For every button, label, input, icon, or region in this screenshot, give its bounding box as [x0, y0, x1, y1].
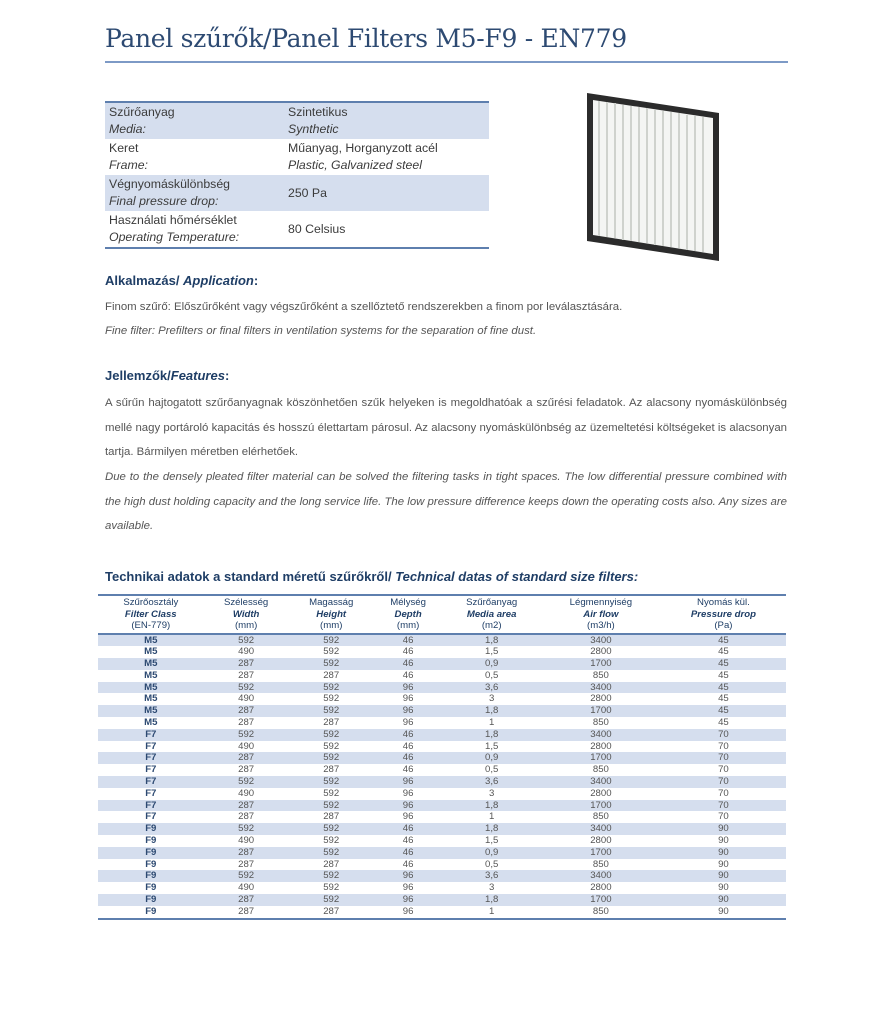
column-header-hu: Szűrőanyag — [466, 597, 518, 608]
table-cell: 45 — [718, 717, 729, 729]
column-header — [98, 595, 204, 634]
table-row — [98, 658, 786, 670]
filter-class-cell: M5 — [98, 705, 204, 717]
table-cell: 1,8 — [442, 705, 540, 717]
table-cell: 3400 — [541, 729, 661, 741]
application-text-hu: Finom szűrő: Előszűrőként vagy végszűrőként a szellőztető rendszerekben a finom por leválasztására. — [105, 301, 623, 313]
table-cell: 592 — [323, 787, 340, 799]
table-row — [98, 823, 786, 835]
table-cell: 46 — [374, 729, 443, 741]
table-cell: 46 — [374, 823, 443, 835]
table-row — [98, 682, 786, 694]
table-cell: 96 — [374, 705, 443, 717]
column-header-unit: (EN-779) — [131, 620, 171, 631]
technical-data-table — [98, 594, 786, 920]
filter-class-cell: M5 — [144, 717, 158, 729]
table-cell: 287 — [238, 905, 255, 917]
table-cell: 46 — [402, 858, 414, 870]
table-cell: 850 — [592, 811, 609, 823]
table-cell: 592 — [323, 740, 340, 752]
table-cell: 850 — [592, 764, 609, 776]
table-cell: 0,9 — [442, 658, 540, 670]
table-cell: 46 — [374, 847, 443, 859]
table-cell: 45 — [661, 634, 786, 647]
table-cell: 287 — [204, 847, 289, 859]
table-cell: 592 — [289, 634, 374, 647]
table-cell: 592 — [289, 729, 374, 741]
table-cell: 287 — [323, 858, 340, 870]
filter-class-cell: F7 — [145, 764, 157, 776]
table-cell: 287 — [323, 669, 340, 681]
table-cell: 287 — [204, 800, 289, 812]
table-cell: 46 — [402, 764, 414, 776]
table-cell: 287 — [238, 669, 255, 681]
application-text-en: Fine filter: Prefilters or final filters in ventilation systems for the separation of fine dust. — [105, 325, 537, 337]
table-row — [98, 882, 786, 894]
column-header-unit: (m3/h) — [587, 620, 615, 631]
table-cell: 3400 — [541, 870, 661, 882]
column-header-unit: (mm) — [234, 620, 258, 631]
table-cell: 1,8 — [442, 634, 540, 647]
table-cell: 287 — [323, 905, 340, 917]
table-cell: 90 — [718, 835, 729, 847]
product-image — [583, 89, 723, 261]
spec-value-hu: Szintetikus — [288, 105, 348, 119]
table-cell: 592 — [289, 800, 374, 812]
filter-class-cell: F9 — [98, 847, 204, 859]
column-header-hu: Mélység — [390, 597, 426, 608]
table-cell: 592 — [289, 894, 374, 906]
table-cell: 3 — [489, 882, 495, 894]
table-cell: 592 — [289, 658, 374, 670]
table-cell: 1 — [489, 811, 495, 823]
filter-class-cell: F9 — [98, 823, 204, 835]
filter-class-cell: F7 — [145, 811, 157, 823]
table-row — [98, 646, 786, 658]
table-row — [98, 752, 786, 764]
table-row — [98, 693, 786, 705]
table-row — [98, 906, 786, 919]
table-row — [98, 705, 786, 717]
table-cell: 3,6 — [442, 682, 540, 694]
table-cell: 287 — [238, 764, 255, 776]
table-cell: 592 — [204, 870, 289, 882]
table-cell: 45 — [661, 705, 786, 717]
table-cell: 90 — [661, 847, 786, 859]
table-row — [98, 800, 786, 812]
table-cell: 90 — [661, 870, 786, 882]
filter-class-cell: M5 — [144, 669, 158, 681]
table-cell: 592 — [289, 823, 374, 835]
filter-class-cell: M5 — [98, 634, 204, 647]
column-header-en: Pressure drop — [690, 608, 756, 620]
table-cell: 0,5 — [485, 669, 499, 681]
spec-table — [105, 101, 489, 249]
table-cell: 1700 — [541, 847, 661, 859]
filter-class-cell: F9 — [145, 882, 157, 894]
filter-class-cell: M5 — [144, 646, 158, 658]
filter-class-cell: F7 — [145, 740, 157, 752]
table-cell: 490 — [238, 693, 255, 705]
column-header — [442, 595, 540, 634]
column-header — [661, 595, 786, 634]
table-row — [98, 670, 786, 682]
page-title: Panel szűrők/Panel Filters M5-F9 - EN779 — [105, 24, 627, 53]
column-header-en: Media area — [466, 608, 517, 620]
spec-label-hu: Végnyomáskülönbség — [109, 177, 230, 191]
table-cell: 490 — [238, 787, 255, 799]
column-header-en: Width — [232, 608, 260, 620]
table-cell: 0,5 — [485, 764, 499, 776]
column-header-en: Filter Class — [124, 608, 177, 620]
table-cell: 592 — [204, 729, 289, 741]
table-cell: 70 — [661, 800, 786, 812]
table-row — [98, 634, 786, 647]
spec-label-hu: Használati hőmérséklet — [109, 213, 237, 227]
table-cell: 3400 — [541, 682, 661, 694]
spec-label-hu: Szűrőanyag — [109, 105, 175, 119]
table-cell: 1700 — [541, 658, 661, 670]
table-row — [98, 870, 786, 882]
table-cell: 70 — [718, 811, 729, 823]
column-header-hu: Légmennyiség — [569, 597, 633, 608]
table-cell: 70 — [718, 740, 729, 752]
table-cell: 287 — [204, 752, 289, 764]
table-cell: 45 — [718, 693, 729, 705]
table-cell: 592 — [323, 646, 340, 658]
table-cell: 96 — [402, 811, 414, 823]
table-cell: 287 — [204, 705, 289, 717]
table-cell: 90 — [718, 905, 729, 917]
table-cell: 2800 — [590, 693, 612, 705]
table-cell: 70 — [718, 764, 729, 776]
table-cell: 1,8 — [442, 800, 540, 812]
table-cell: 592 — [204, 776, 289, 788]
table-row — [98, 859, 786, 871]
column-header-hu: Szélesség — [223, 597, 269, 608]
table-cell: 1,8 — [442, 823, 540, 835]
filter-class-cell: F7 — [98, 752, 204, 764]
table-cell: 45 — [718, 646, 729, 658]
table-cell: 592 — [204, 823, 289, 835]
spec-label-hu: Keret — [109, 141, 139, 155]
table-cell: 3400 — [541, 776, 661, 788]
filter-class-cell: F7 — [98, 729, 204, 741]
table-cell: 287 — [323, 764, 340, 776]
table-cell: 490 — [238, 882, 255, 894]
table-cell: 592 — [289, 870, 374, 882]
table-cell: 287 — [204, 658, 289, 670]
table-cell: 592 — [323, 882, 340, 894]
table-row — [98, 717, 786, 729]
spec-row-operating-temperature — [105, 211, 489, 248]
table-cell: 3400 — [541, 634, 661, 647]
table-cell: 592 — [289, 752, 374, 764]
table-cell: 490 — [238, 646, 255, 658]
features-heading: Jellemzők/Features: — [105, 368, 230, 383]
table-cell: 287 — [238, 717, 255, 729]
table-row — [98, 741, 786, 753]
table-cell: 592 — [323, 693, 340, 705]
table-cell: 0,9 — [442, 752, 540, 764]
table-cell: 592 — [289, 682, 374, 694]
table-cell: 46 — [374, 658, 443, 670]
table-cell: 287 — [238, 811, 255, 823]
filter-class-cell: F7 — [98, 800, 204, 812]
spec-value-hu: Műanyag, Horganyzott acél — [288, 141, 438, 155]
table-cell: 96 — [402, 882, 414, 894]
table-cell: 592 — [289, 847, 374, 859]
table-cell: 2800 — [590, 835, 612, 847]
filter-class-cell: M5 — [98, 658, 204, 670]
table-row — [98, 776, 786, 788]
filter-class-cell: F9 — [145, 905, 157, 917]
spec-value-en: Synthetic — [288, 122, 339, 136]
table-cell: 1,5 — [485, 646, 499, 658]
table-cell: 90 — [718, 882, 729, 894]
filter-class-cell: F7 — [145, 787, 157, 799]
table-cell: 287 — [204, 894, 289, 906]
column-header — [289, 595, 374, 634]
spec-label-en: Frame: — [109, 158, 148, 172]
column-header-hu: Nyomás kül. — [697, 597, 750, 608]
table-row — [98, 729, 786, 741]
spec-label-en: Final pressure drop: — [109, 194, 219, 208]
table-cell: 3,6 — [442, 776, 540, 788]
technical-heading: Technikai adatok a standard méretű szűrőkről/ Technical datas of standard size filters: — [105, 569, 639, 584]
table-cell: 3400 — [541, 823, 661, 835]
table-cell: 90 — [718, 858, 729, 870]
table-cell: 2800 — [590, 740, 612, 752]
table-row — [98, 894, 786, 906]
table-cell: 96 — [402, 693, 414, 705]
column-header — [374, 595, 443, 634]
table-cell: 70 — [661, 752, 786, 764]
filter-class-cell: F9 — [98, 870, 204, 882]
table-cell: 592 — [204, 682, 289, 694]
table-cell: 46 — [374, 752, 443, 764]
table-cell: 0,9 — [442, 847, 540, 859]
table-cell: 3 — [489, 693, 495, 705]
column-header-unit: (mm) — [396, 620, 420, 631]
table-cell: 70 — [718, 787, 729, 799]
column-header-unit: (mm) — [320, 620, 343, 631]
table-cell: 287 — [238, 858, 255, 870]
table-cell: 490 — [238, 835, 255, 847]
table-cell: 1,5 — [485, 740, 499, 752]
features-text-en: Due to the densely pleated filter material can be solved the filtering tasks in tight spaces. The low differential pressure combined with the high dust holding capacity and the long service life. The low pressure difference keeps down the operating costs also. Any sizes are available. — [105, 471, 787, 532]
spec-value: 250 Pa — [284, 175, 489, 211]
table-cell: 2800 — [590, 787, 612, 799]
table-cell: 46 — [402, 835, 414, 847]
table-cell: 850 — [592, 669, 609, 681]
table-cell: 45 — [661, 682, 786, 694]
table-cell: 46 — [402, 740, 414, 752]
table-cell: 96 — [374, 682, 443, 694]
column-header-unit: (m2) — [481, 620, 502, 631]
filter-class-cell: M5 — [144, 693, 158, 705]
table-cell: 70 — [661, 729, 786, 741]
table-cell: 1 — [489, 717, 495, 729]
column-header-hu: Szűrőosztály — [123, 597, 179, 608]
table-cell: 2800 — [590, 646, 612, 658]
table-cell: 90 — [661, 823, 786, 835]
table-cell: 592 — [289, 776, 374, 788]
table-cell: 1700 — [541, 800, 661, 812]
table-cell: 287 — [323, 811, 340, 823]
table-row — [98, 764, 786, 776]
title-underline — [105, 61, 788, 63]
table-cell: 96 — [374, 870, 443, 882]
table-cell: 96 — [374, 800, 443, 812]
table-cell: 96 — [402, 905, 414, 917]
spec-row-frame — [105, 139, 489, 175]
filter-class-cell: F9 — [145, 835, 157, 847]
table-cell: 1700 — [541, 705, 661, 717]
table-cell: 850 — [592, 858, 609, 870]
table-cell: 70 — [661, 776, 786, 788]
application-heading: Alkalmazás/ Application: — [105, 273, 259, 288]
filter-class-cell: F9 — [98, 894, 204, 906]
table-cell: 3,6 — [442, 870, 540, 882]
table-cell: 96 — [402, 787, 414, 799]
table-row — [98, 811, 786, 823]
table-cell: 3 — [489, 787, 495, 799]
table-cell: 45 — [718, 669, 729, 681]
column-header-en: Air flow — [583, 608, 619, 620]
table-cell: 96 — [402, 717, 414, 729]
spec-label-en: Media: — [109, 122, 146, 136]
table-cell: 850 — [592, 717, 609, 729]
column-header-hu: Magasság — [309, 597, 354, 608]
table-cell: 1,8 — [442, 729, 540, 741]
table-cell: 1,5 — [485, 835, 499, 847]
column-header-en: Depth — [394, 608, 422, 620]
table-cell: 46 — [374, 634, 443, 647]
table-cell: 592 — [289, 705, 374, 717]
table-row — [98, 835, 786, 847]
column-header-unit: (Pa) — [714, 620, 733, 631]
table-cell: 1,8 — [442, 894, 540, 906]
table-cell: 287 — [323, 717, 340, 729]
column-header — [204, 595, 289, 634]
table-row — [98, 788, 786, 800]
table-cell: 96 — [374, 776, 443, 788]
table-cell: 1 — [489, 905, 495, 917]
table-cell: 46 — [402, 646, 414, 658]
table-cell: 96 — [374, 894, 443, 906]
spec-label-en: Operating Temperature: — [109, 230, 240, 244]
spec-row-final-pressure — [105, 175, 489, 211]
table-cell: 46 — [402, 669, 414, 681]
features-text-hu: A sűrűn hajtogatott szűrőanyagnak köszönhetően szűk helyeken is megoldhatóak a szűrési feladatok. Az alacsony nyomáskülönbség mellé nagy portároló kapacitás és hosszú élettartam párosul. Az alacsony nyomáskülönbség az üzemeltetési költségeket is alacsonyan tartja. Bármilyen méretben elérhetőek. — [105, 397, 787, 458]
table-cell: 592 — [204, 634, 289, 647]
column-header-en: Height — [316, 608, 347, 620]
column-header — [541, 595, 661, 634]
table-cell: 90 — [661, 894, 786, 906]
spec-value-en: Plastic, Galvanized steel — [288, 158, 422, 172]
filter-class-cell: F7 — [98, 776, 204, 788]
filter-class-cell: M5 — [98, 682, 204, 694]
spec-value: 80 Celsius — [288, 221, 346, 236]
table-cell: 490 — [238, 740, 255, 752]
table-cell: 1700 — [541, 752, 661, 764]
filter-class-cell: F9 — [145, 858, 157, 870]
spec-row-media — [105, 102, 489, 139]
table-cell: 592 — [323, 835, 340, 847]
table-cell: 0,5 — [485, 858, 499, 870]
table-cell: 850 — [592, 905, 609, 917]
table-row — [98, 847, 786, 859]
table-cell: 2800 — [590, 882, 612, 894]
table-cell: 45 — [661, 658, 786, 670]
table-header-row — [98, 595, 786, 634]
table-cell: 1700 — [541, 894, 661, 906]
